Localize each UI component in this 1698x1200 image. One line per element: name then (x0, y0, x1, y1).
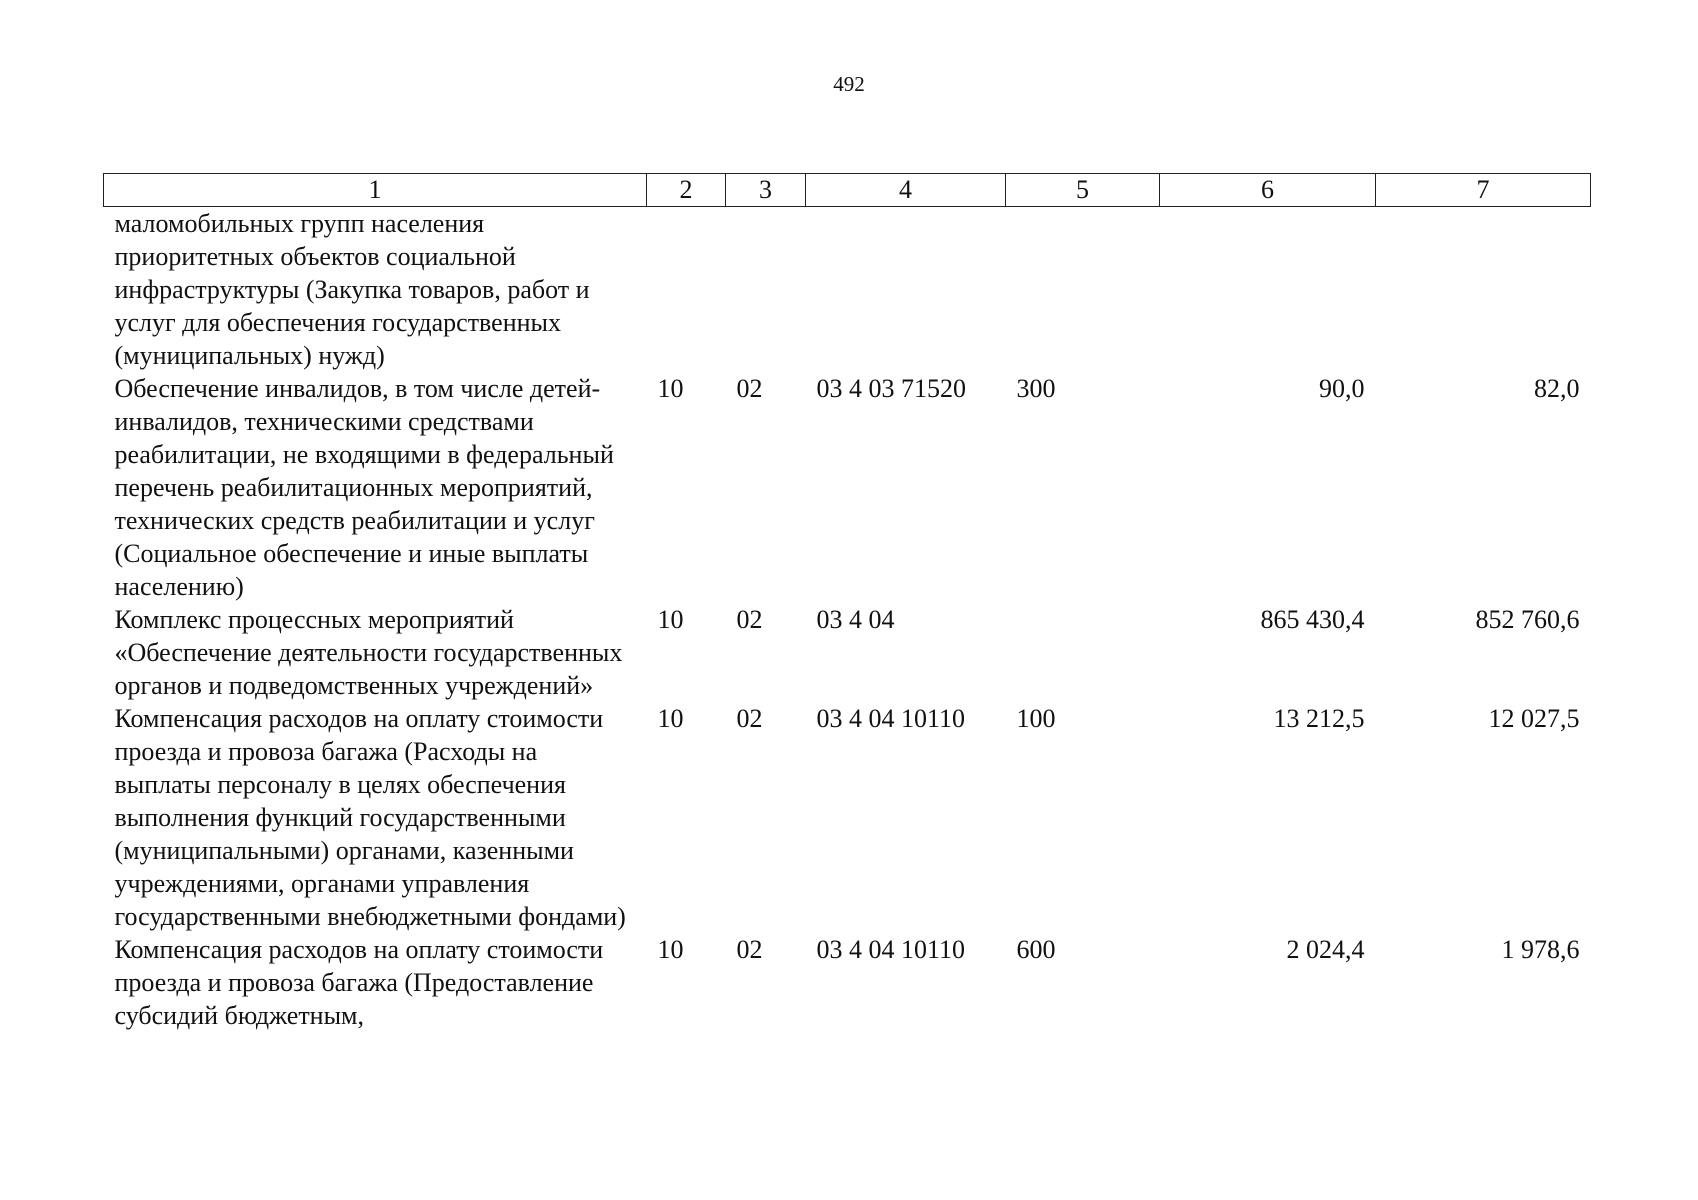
row-subsection: 02 (736, 935, 763, 964)
row-expense-type: 300 (1016, 374, 1056, 403)
row-name: маломобильных групп населения приоритетных объектов социальной инфраструктуры (Закупка товаров, работ и услуг для обеспечения государственных (муниципальных) нужд) (114, 209, 590, 370)
row-expense-type (1006, 603, 1160, 702)
row-expense-type: 100 (1016, 704, 1056, 733)
row-section: 10 (657, 374, 684, 403)
column-header-2: 2 (647, 174, 726, 207)
row-amount-col6: 90,0 (1319, 374, 1365, 403)
row-target-article: 03 4 04 (816, 605, 895, 634)
row-section: 10 (657, 935, 684, 964)
row-subsection: 02 (736, 704, 763, 733)
row-target-article: 03 4 04 10110 (816, 704, 966, 733)
row-subsection (726, 207, 806, 373)
row-target-article: 03 4 04 10110 (816, 935, 966, 964)
row-amount-col6: 865 430,4 (1260, 605, 1365, 634)
header-row (104, 174, 1591, 207)
row-amount-col6: 2 024,4 (1286, 935, 1365, 964)
row-target-article (806, 207, 1006, 373)
row-subsection: 02 (736, 374, 763, 403)
row-name: Комплекс процессных мероприятий «Обеспечение деятельности государственных органов и подведомственных учреждений» (114, 605, 623, 700)
row-section (647, 207, 726, 373)
row-amount-col7: 12 027,5 (1488, 704, 1580, 733)
row-section: 10 (657, 605, 684, 634)
row-name: Компенсация расходов на оплату стоимости проезда и провоза багажа (Предоставление субсидий бюджетным, (114, 935, 604, 1030)
column-header-7: 7 (1376, 174, 1591, 207)
table-row (104, 372, 1591, 603)
table-row (104, 933, 1591, 1032)
row-amount-col7: 82,0 (1534, 374, 1580, 403)
row-target-article: 03 4 03 71520 (816, 374, 966, 403)
row-amount-col7: 852 760,6 (1475, 605, 1580, 634)
budget-table (103, 173, 1591, 1032)
column-header-4: 4 (806, 174, 1006, 207)
row-amount-col7: 1 978,6 (1501, 935, 1580, 964)
row-amount-col6: 13 212,5 (1273, 704, 1365, 733)
column-header-3: 3 (726, 174, 806, 207)
page-number: 492 (833, 72, 865, 96)
table-header (104, 174, 1591, 207)
column-header-1: 1 (104, 174, 647, 207)
table-row (104, 702, 1591, 933)
row-subsection: 02 (736, 605, 763, 634)
table-row (104, 603, 1591, 702)
row-expense-type: 600 (1016, 935, 1056, 964)
column-header-6: 6 (1160, 174, 1376, 207)
row-expense-type (1006, 207, 1160, 373)
column-header-5: 5 (1006, 174, 1160, 207)
row-name: Компенсация расходов на оплату стоимости проезда и провоза багажа (Расходы на выплаты персоналу в целях обеспечения выполнения функций государственными (муниципальными) органами, казенными учреждениями, органами управления государственными внебюджетными фондами) (114, 704, 626, 931)
table-body (104, 207, 1591, 1033)
row-section: 10 (657, 704, 684, 733)
row-name: Обеспечение инвалидов, в том числе детей-инвалидов, техническими средствами реабилитации, не входящими в федеральный перечень реабилитационных мероприятий, технических средств реабилитации и услуг (Социальное обеспечение и иные выплаты населению) (114, 374, 614, 601)
row-amount-col6 (1160, 207, 1376, 373)
row-amount-col7 (1376, 207, 1591, 373)
table-row (104, 207, 1591, 373)
